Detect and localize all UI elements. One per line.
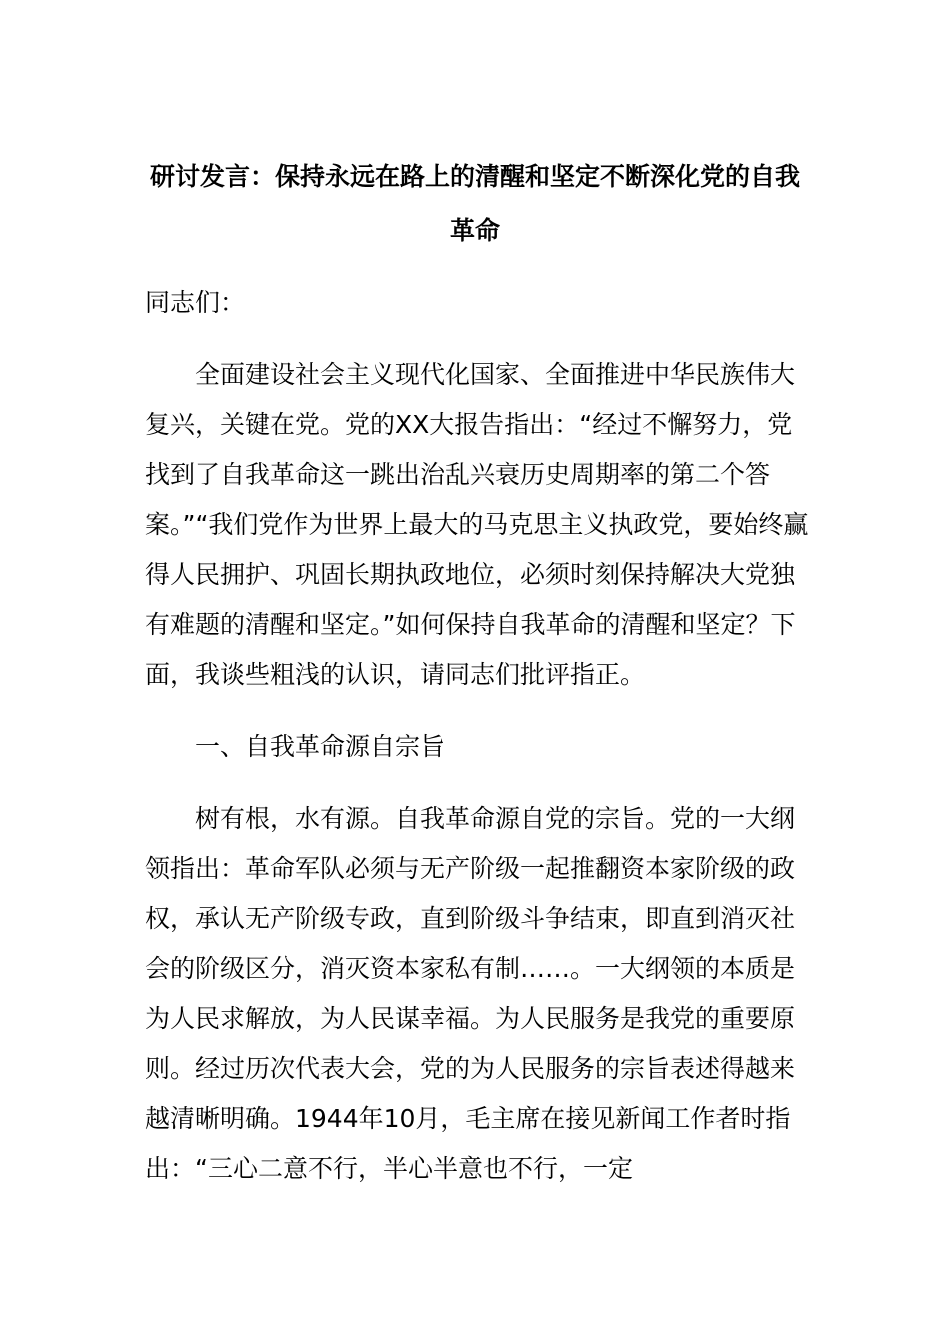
section-1-paragraph: 树有根，水有源。自我革命源自党的宗旨。党的一大纲领指出：革命军队必须与无产阶级一起推翻资本家阶级的政权，承认无产阶级专政，直到阶级斗争结束，即直到消灭社会的阶级区分，消灭资本家私有制……。一大纲领的本质是为人民求解放，为人民谋幸福。为人民服务是我党的重要原则。经过历次代表大会，党的为人民服务的宗旨表述得越来越清晰明确。1944年10月，毛主席在接见新闻工作者时指出：“三心二意不行，半心半意也不行，一定 <box>145 804 796 1183</box>
section-1-heading: 一、自我革命源自宗旨 <box>195 732 446 761</box>
document-title: 研讨发言：保持永远在路上的清醒和坚定不断深化党的自我革命 <box>149 162 800 245</box>
document-body <box>145 278 809 1216</box>
salutation: 同志们： <box>145 288 246 317</box>
intro-paragraph: 全面建设社会主义现代化国家、全面推进中华民族伟大复兴，关键在党。党的XX大报告指出：“经过不懈努力，党找到了自我革命这一跳出治乱兴衰历史周期率的第二个答案。”“我们党作为世界上最大的马克思主义执政党，要始终赢得人民拥护、巩固长期执政地位，必须时刻保持解决大党独有难题的清醒和坚定。”如何保持自我革命的清醒和坚定？下面，我谈些粗浅的认识，请同志们批评指正。 <box>145 360 809 689</box>
